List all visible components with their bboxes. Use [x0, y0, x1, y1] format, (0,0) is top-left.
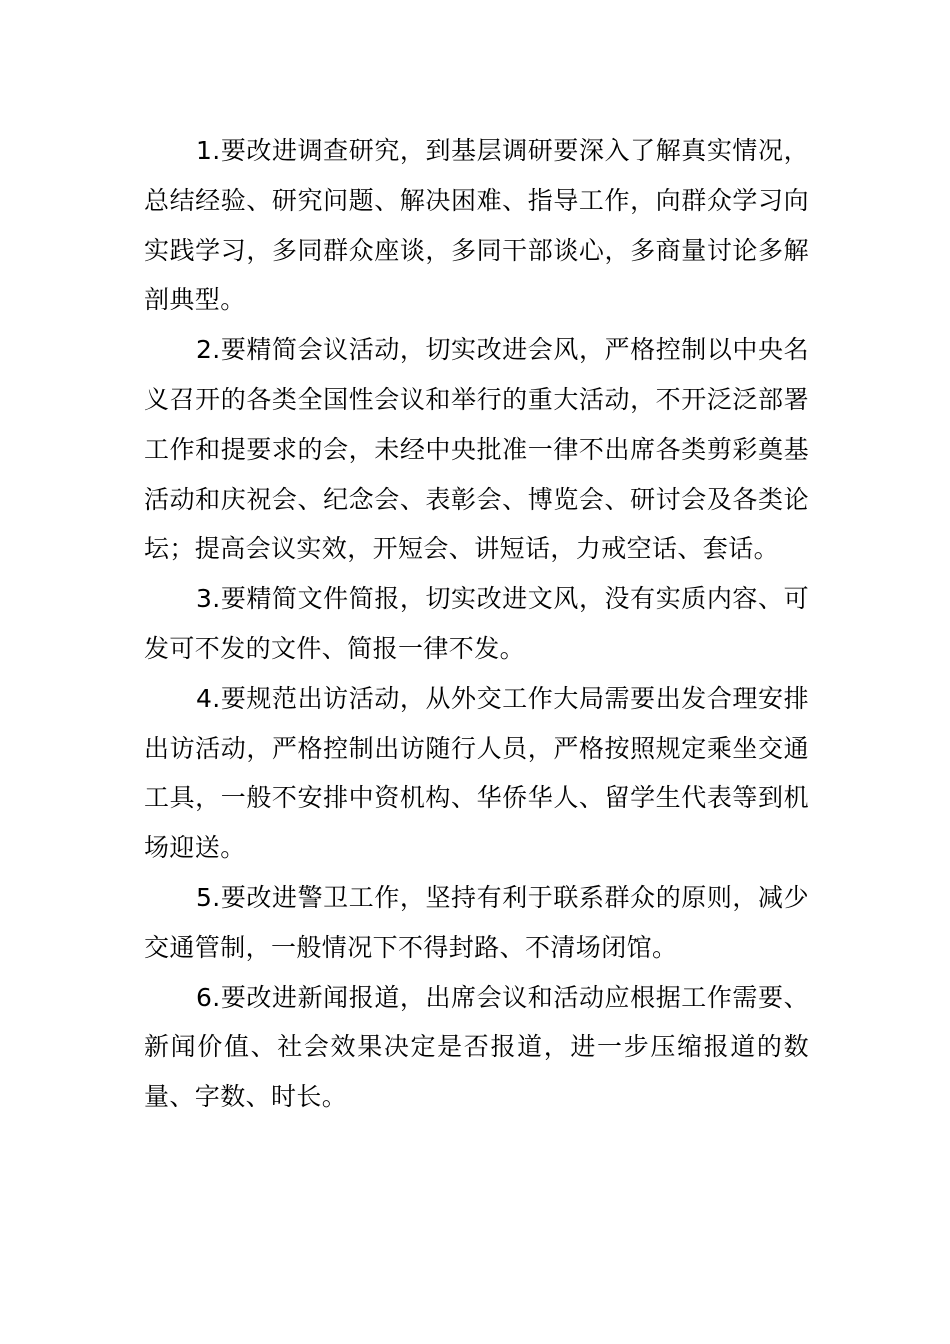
paragraph-4: 4.要规范出访活动，从外交工作大局需要出发合理安排出访活动，严格控制出访随行人员，严格按照规定乘坐交通工具，一般不安排中资机构、华侨华人、留学生代表等到机场迎送。	[144, 683, 809, 863]
paragraph-5: 5.要改进警卫工作，坚持有利于联系群众的原则，减少交通管制，一般情况下不得封路、不清场闭馆。	[144, 882, 809, 962]
paragraph-2: 2.要精简会议活动，切实改进会风，严格控制以中央名义召开的各类全国性会议和举行的重大活动，不开泛泛部署工作和提要求的会，未经中央批准一律不出席各类剪彩奠基活动和庆祝会、纪念会、表彰会、博览会、研讨会及各类论坛；提高会议实效，开短会、讲短话，力戒空话、套话。	[144, 335, 809, 564]
paragraph-6: 6.要改进新闻报道，出席会议和活动应根据工作需要、新闻价值、社会效果决定是否报道，进一步压缩报道的数量、字数、时长。	[144, 982, 809, 1112]
paragraph-1: 1.要改进调查研究，到基层调研要深入了解真实情况，总结经验、研究问题、解决困难、指导工作，向群众学习向实践学习，多同群众座谈，多同干部谈心，多商量讨论多解剖典型。	[144, 136, 809, 315]
document-body	[144, 126, 809, 1122]
paragraph-3: 3.要精简文件简报，切实改进文风，没有实质内容、可发可不发的文件、简报一律不发。	[144, 584, 809, 663]
